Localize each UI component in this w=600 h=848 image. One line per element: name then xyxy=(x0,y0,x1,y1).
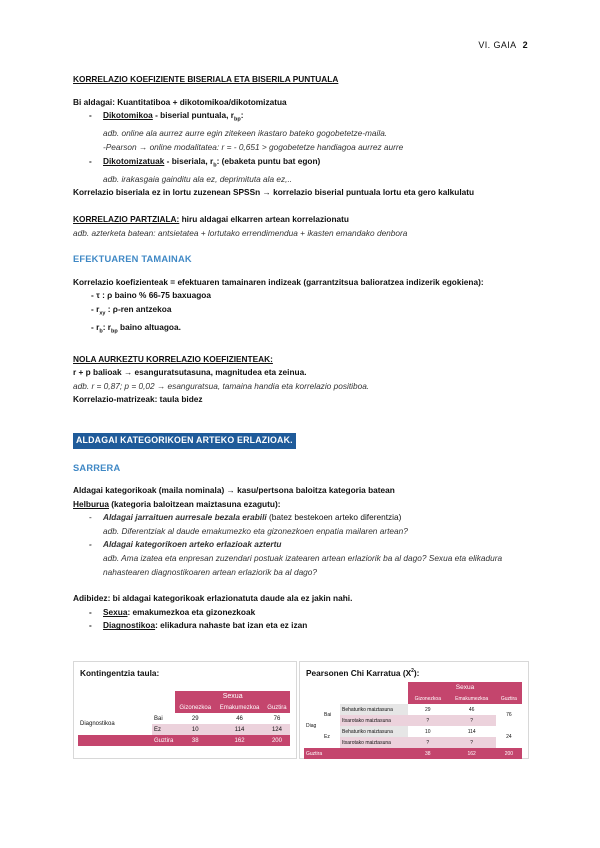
adibidez-line: Adibidez: bi aldagai kategorikoak erlazionatuta daude ala ez jakin nahi. xyxy=(73,593,353,604)
page-number: 2 xyxy=(522,40,528,50)
list-item-sexua: - Sexua: emakumezkoa eta gizonezkoak xyxy=(89,606,256,617)
list-item-dikotomikoa: - Dikotomikoa - biserial puntuala, $r_{bp}$: xyxy=(89,110,244,123)
total-row: Guztira 38 162 200 xyxy=(304,748,522,759)
page-content xyxy=(73,73,528,633)
section-title-sarrera: SARRERA xyxy=(73,462,121,473)
chi-square-title: Pearsonen Chi Karratua $(X^2)$: xyxy=(306,668,420,678)
column-header: Gizonezkoa xyxy=(175,702,215,713)
list-item-diagnostikoa: - Diagnostikoa: elikadura nahaste bat izan eta ez izan xyxy=(89,620,308,631)
nola-line: r + p balioak → esanguratsutasuna, magnitudea eta zeinua. xyxy=(73,367,307,378)
partziala-line: KORRELAZIO PARTZIALA: hiru aldagai elkarren artean korrelazionatu xyxy=(73,214,349,225)
efektu-intro: Korrelazio koefizienteak = efektuaren tamainaren indizeak (garrantzitsua balioratzea indizerik egokiena): xyxy=(73,276,484,287)
helburua-line: Helburua (kategoria baloitzean maiztasuna ezagutu): xyxy=(73,498,281,509)
list-item: - Aldagai kategorikoen arteko erlazioak aztertu xyxy=(89,539,282,550)
example-line: adb. irakasgaia gainditu ala ez, deprimituta ala ez,.. xyxy=(103,173,293,184)
efektu-item: - $r_b$: $r_{bp}$ baino altuagoa. xyxy=(91,322,181,335)
column-header: Guztira xyxy=(496,693,522,704)
contingency-table xyxy=(78,691,290,746)
nola-line: Korrelazio-matrizeak: taula bidez xyxy=(73,394,203,405)
table-row: Ez 10 114 124 xyxy=(78,724,290,735)
column-header: Emakumezkoa xyxy=(448,693,496,704)
group-header: Sexua xyxy=(175,691,290,702)
list-item: - Aldagai jarraituen aurresale bezala erabili (batez bestekoen arteko diferentzia) xyxy=(89,512,402,523)
list-item-dikotomizatuak: - Dikotomizatuak - biseriala, $r_b$: (ebaketa puntu bat egon) xyxy=(89,155,321,169)
table-row: Diag Bai Behaturiko maiztasuna 29 46 76 xyxy=(304,704,522,715)
total-row: Guztira 38 162 200 xyxy=(78,735,290,746)
page-header xyxy=(478,40,528,50)
section-banner-kategoriko: ALDAGAI KATEGORIKOEN ARTEKO ERLAZIOAK. xyxy=(73,433,296,449)
row-group-label: Diag xyxy=(306,723,317,729)
efektu-item: - τ : ρ baino % 66-75 baxuagoa xyxy=(91,290,211,301)
example-line: adb. Diferentziak al daude emakumezko eta gizonezkoen enpatia mailaren artean? xyxy=(103,525,408,536)
chi-square-table xyxy=(304,682,522,759)
term-dikotomizatuak: Dikotomizatuak xyxy=(103,155,165,166)
table-row: Diagnostikoa Bai 29 46 76 xyxy=(78,713,290,724)
column-header: Gizonezkoa xyxy=(408,693,448,704)
partziala-example: adb. azterketa batean: antsietatea + lortutako errendimendua + ikasten emandako denbora xyxy=(73,227,408,238)
kategoriko-line: Aldagai kategorikoak (maila nominala) → kasu/pertsona baloitza kategoria batean xyxy=(73,485,395,496)
column-header: Guztira xyxy=(264,702,290,713)
contingency-table-panel xyxy=(73,661,297,759)
term-dikotomikoa: Dikotomikoa xyxy=(103,110,153,121)
column-header: Emakumezkoa xyxy=(215,702,264,713)
biserial-intro: Bi aldagai: Kuantitatiboa + dikotomikoa/dikotomizatua xyxy=(73,96,287,107)
efektu-item: - $r_{xy}$ : ρ-ren antzekoa xyxy=(91,304,172,317)
section-title-efektu: EFEKTUAREN TAMAINAK xyxy=(73,254,192,265)
example-line: adb. online ala aurrez aurre egin zitekeen ikastaro bateko gogobetetze-maila. xyxy=(103,128,388,139)
spss-note: Korrelazio biseriala ez in lortu zuzenean SPSSn → korrelazio biserial puntuala lortu eta gero kalkulatu xyxy=(73,187,475,198)
table-row: Ez Behaturiko maiztasuna 10 114 24 xyxy=(304,726,522,737)
section-title-biserial: KORRELAZIO KOEFIZIENTE BISERIALA ETA BISERILA PUNTUALA xyxy=(73,74,339,84)
contingency-title: Kontingentzia taula: xyxy=(80,668,160,678)
nola-example: adb. r = 0,87; p = 0,02 → esanguratsua, tamaina handia eta korrelazio positiboa. xyxy=(73,380,370,391)
example-line: -Pearson → online modalitatea: r = - 0,651 > gogobetetze handiagoa aurrez aurre xyxy=(103,142,404,153)
table-row: Itxarotako maiztasuna ? ? xyxy=(304,715,522,726)
example-line: adb. Ama izatea eta enpresan zuzendari postuak izatearen artean erlaziorik ba al dago? Sexua eta elikadura nahastearen diagnostikoaren artean erlaziorik ba al dago? xyxy=(103,553,503,577)
row-group-label: Diagnostikoa xyxy=(80,721,115,727)
section-title-nola: NOLA AURKEZTU KORRELAZIO KOEFIZIENTEAK: xyxy=(73,353,273,364)
chapter-label: VI. GAIA xyxy=(478,40,517,50)
chi-square-panel xyxy=(299,661,529,759)
group-header: Sexua xyxy=(408,682,522,693)
table-row: Itxarotako maiztasuna ? ? xyxy=(304,737,522,748)
